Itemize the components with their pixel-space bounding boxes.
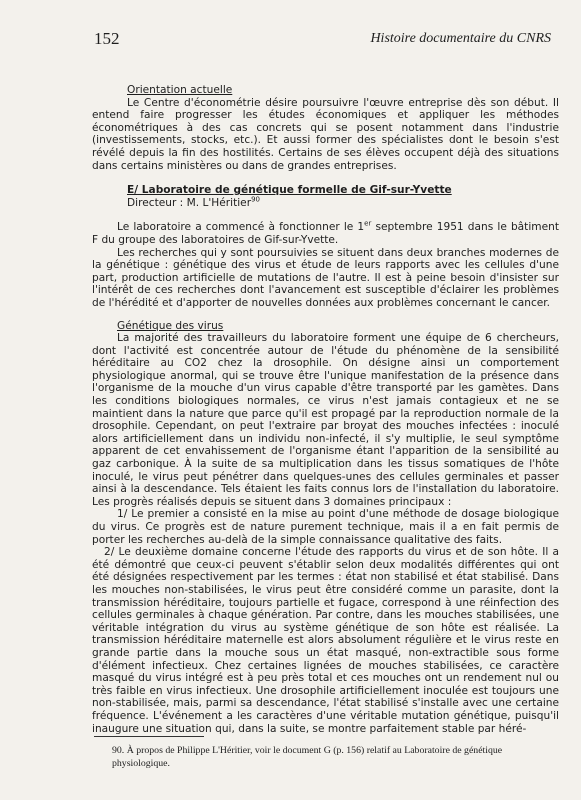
footnote-text: À propos de Philippe L'Héritier, voir le document G (p. 156) relatif au Laboratoire de génétique physiologique. — [112, 745, 503, 769]
lab-start-paragraph: Le laboratoire a commencé à fonctionner le 1er septembre 1951 dans le bâtiment F du groupe des laboratoires de Gif-sur-Yvette. — [92, 219, 559, 246]
footnote-divider — [94, 736, 204, 737]
footnote-number: 90. — [112, 745, 125, 756]
footnote — [112, 744, 557, 770]
virus-paragraph-1: La majorité des travailleurs du laboratoire forment une équipe de 6 chercheurs, dont l'activité est concentrée autour de l'étude du phénomène de la sensibilité héréditaire au CO2 chez la drosophile. On désigne ainsi un comportement physiologique anormal, qui se trouve être l'unique manifestation de la présence dans l'organisme de la mouche d'un virus capable d'être transporté par les gamètes. Dans les conditions biologiques normales, ce virus n'est jamais contagieux et ne se maintient dans la nature que parce qu'il est propagé par la reproduction normale de la drosophile. Cependant, on peut l'extraire par broyat des mouches infectées : inoculé alors artificiellement dans un individu non-infecté, il s'y multiplie, le seul symptôme apparent de cet envahissement de l'organisme étant l'apparition de la sensibilité au gaz carbonique. À la suite de sa multiplication dans les tissus somatiques de l'hôte inoculé, le virus peut pénétrer dans quelques-unes des cellules germinales et passer ainsi à la descendance. Tels étaient les faits connus lors de l'installation du laboratoire. Les progrès réalisés depuis se situent dans 3 domaines principaux : — [92, 332, 559, 508]
virus-paragraph-3: 2/ Le deuxième domaine concerne l'étude des rapports du virus et de son hôte. Il a été démontré que ceux-ci peuvent s'établir selon deux modalités différentes qui ont été désignées respectivement par les termes : état non stabilisé et état stabilisé. Dans les mouches non-stabilisées, le virus peut être considéré comme un parasite, dont la transmission héréditaire, toujours partielle et fugace, correspond à une réinfection des cellules germinales à chaque génération. Par contre, dans les mouches stabilisées, une véritable intégration du virus au système génétique de son hôte est réalisée. La transmission héréditaire maternelle est alors absolument régulière et le virus reste en grande partie dans la mouche sous un état masqué, non-extractible sous forme d'élément infectieux. Chez certaines lignées de mouches stabilisées, ce caractère masqué du virus intégré est à peu près total et ces mouches ont un rendement nul ou très faible en virus infectieux. Une drosophile artificiellement inoculée est toujours une non-stabilisée, mais, parmi sa descendance, l'état stabilisé s'installe avec une certaine fréquence. L'événement a les caractères d'une véritable mutation génétique, puisqu'il inaugure une situation qui, dans la suite, se montre parfaitement stable par héré- — [92, 546, 559, 735]
virus-paragraph-2: 1/ Le premier a consisté en la mise au point d'une méthode de dosage biologique du virus. Ce progrès est de nature purement technique, mais il a en fait permis de porter les recherches au-delà de la simple connaissance qualitative des faits. — [92, 508, 559, 546]
footnote-ref: 90 — [251, 195, 260, 204]
orientation-heading: Orientation actuelle — [127, 84, 233, 96]
orientation-paragraph: Le Centre d'économétrie désire poursuivre l'œuvre entreprise dès son début. Il entend faire progresser les études économiques et appliquer les méthodes économétriques à des cas concrets qui se posent notamment dans l'industrie (investissements, stocks, etc.). Et aussi former des spécialistes dont le besoin s'est révélé depuis la fin des hostilités. Certains de ses élèves occupent déjà des situations dans certains ministères ou dans de grandes entreprises. — [92, 96, 559, 172]
page-body — [92, 84, 559, 735]
virus-heading: Génétique des virus — [117, 319, 224, 332]
research-paragraph: Les recherches qui y sont poursuivies se situent dans deux branches modernes de la génétique : génétique des virus et étude de leurs rapports avec les cellules d'une part, production artificielle de mutations de l'autre. Il est à peine besoin d'insister sur l'intérêt de ces recherches dont l'avancement est susceptible d'éclairer les problèmes de l'hérédité et d'apporter de nouvelles données aux problèmes concernant le cancer. — [92, 246, 559, 309]
section-title: E/ Laboratoire de génétique formelle de Gif-sur-Yvette — [127, 184, 452, 197]
running-title: Histoire documentaire du CNRS — [370, 31, 551, 46]
page-number: 152 — [94, 29, 120, 48]
director-line: Directeur : M. L'Héritier$^{90}$ — [127, 195, 260, 209]
